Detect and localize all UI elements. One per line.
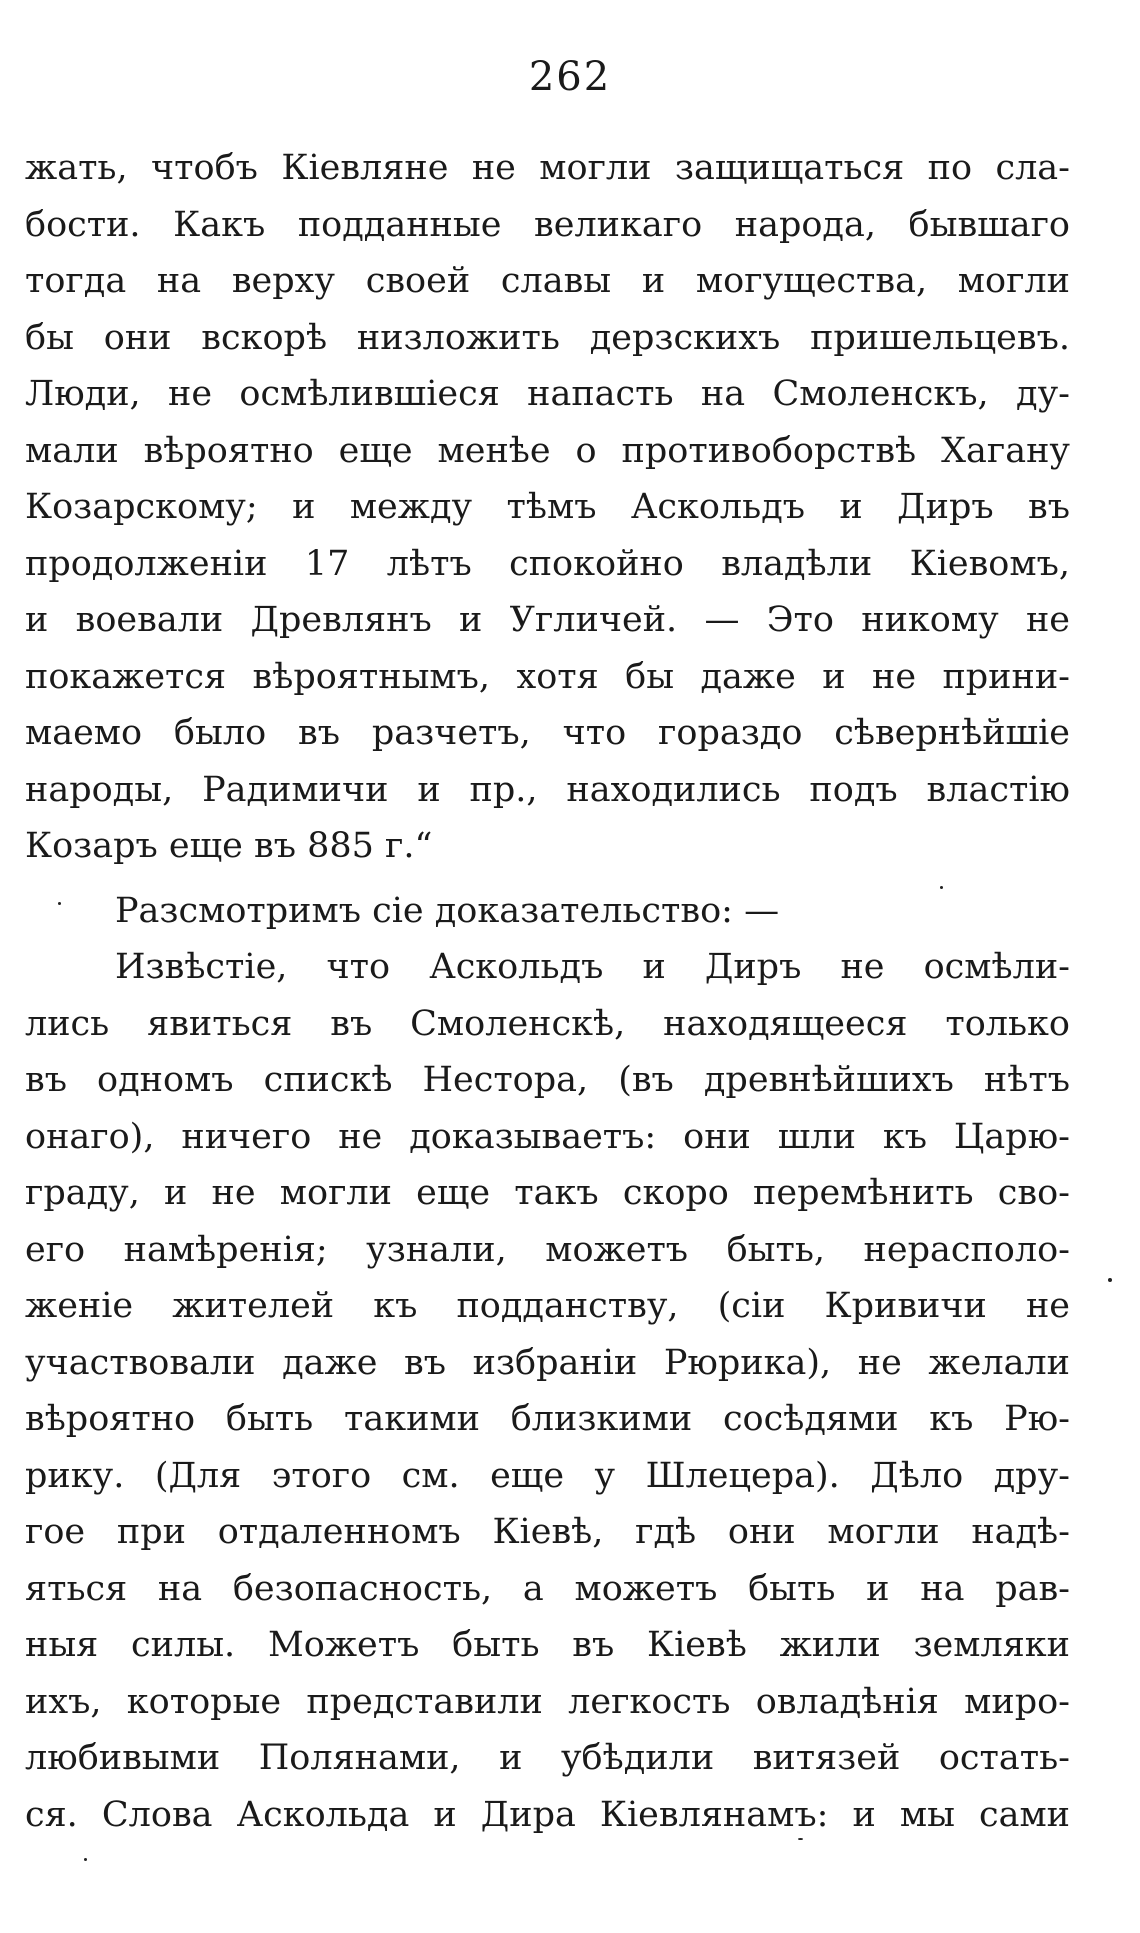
text-line: покажется вѣроятнымъ, хотя бы даже и не прини- [25, 656, 1070, 697]
text-line: тогда на верху своей славы и могущества, могли [25, 261, 1070, 301]
text-line: гое при отдаленномъ Кіевѣ, гдѣ они могли надѣ- [25, 1512, 1070, 1552]
text-line: Козарскому; и между тѣмъ Аскольдъ и Диръ въ [25, 487, 1070, 527]
text-line: ся. Слова Аскольда и Дира Кіевлянамъ: и мы сами [25, 1794, 1070, 1835]
text-line: вѣроятно быть такими близкими сосѣдями къ Рю- [25, 1399, 1070, 1439]
text-line: ныя силы. Можетъ быть въ Кіевѣ жили земляки [25, 1625, 1070, 1665]
text-line: продолженіи 17 лѣтъ спокойно владѣли Кіевомъ, [25, 543, 1070, 584]
text-line: участвовали даже въ избраніи Рюрика), не желали [25, 1342, 1070, 1383]
text-line: бости. Какъ подданные великаго народа, бывшаго [25, 204, 1070, 245]
paper-speck [798, 1838, 803, 1840]
paper-speck [940, 886, 943, 889]
text-line: бы они вскорѣ низложить дерзскихъ пришельцевъ. [25, 317, 1070, 358]
text-line: Извѣстіе, что Аскольдъ и Диръ не осмѣли- [115, 947, 1070, 987]
text-line: ихъ, которые представили легкость овладѣнія миро- [25, 1681, 1070, 1722]
paper-speck [84, 1858, 87, 1861]
paper-speck [58, 902, 61, 905]
text-line: въ одномъ спискѣ Нестора, (въ древнѣйшихъ нѣтъ [25, 1060, 1070, 1100]
text-line: Козаръ еще въ 885 г.“ [25, 826, 433, 866]
page-number: 262 [528, 54, 612, 100]
text-line: мали вѣроятно еще менѣе о противоборствѣ Хагану [25, 430, 1070, 471]
text-line: лись явиться въ Смоленскѣ, находящееся только [25, 1003, 1070, 1044]
text-line: яться на безопасность, а можетъ быть и на рав- [25, 1568, 1070, 1609]
text-line: жать, чтобъ Кіевляне не могли защищаться по сла- [25, 148, 1070, 188]
paper-speck [1108, 1278, 1112, 1282]
text-line: любивыми Полянами, и убѣдили витязей остать- [25, 1738, 1070, 1778]
text-line: граду, и не могли еще такъ скоро перемѣнить сво- [25, 1173, 1070, 1213]
text-line: его намѣренія; узнали, можетъ быть, нерасполо- [25, 1229, 1070, 1270]
text-line: онаго), ничего не доказываетъ: они шли къ Царю- [25, 1116, 1070, 1157]
text-line: маемо было въ разчетъ, что гораздо сѣвернѣйшіе [25, 713, 1070, 753]
text-line: женіе жителей къ подданству, (сіи Кривичи не [25, 1286, 1070, 1326]
text-line: и воевали Древлянъ и Угличей. — Это никому не [25, 600, 1070, 640]
text-line: Люди, не осмѣлившіеся напасть на Смоленскъ, ду- [25, 374, 1070, 414]
body-text [25, 140, 1070, 1843]
text-line: народы, Радимичи и пр., находились подъ властію [25, 769, 1070, 810]
text-line: Разсмотримъ сіе доказательство: — [115, 890, 780, 931]
text-line: рику. (Для этого см. еще у Шлецера). Дѣло дру- [25, 1455, 1070, 1496]
